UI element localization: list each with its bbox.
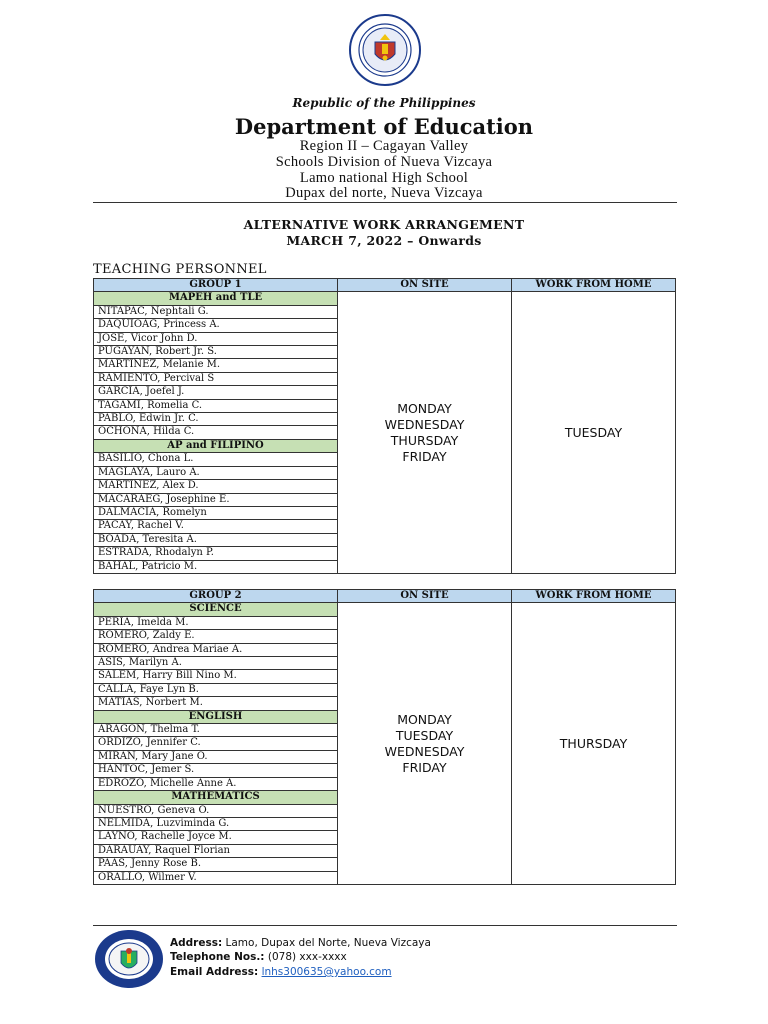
- member-name: PERIA, Imelda M.: [94, 616, 338, 629]
- wfh-column-header: WORK FROM HOME: [512, 279, 676, 292]
- member-name: JOSE, Vicor John D.: [94, 332, 338, 345]
- member-name: NITAPAC, Nephtali G.: [94, 305, 338, 318]
- member-name: DALMACIA, Romelyn: [94, 506, 338, 519]
- telephone-value: (078) xxx-xxxx: [267, 951, 347, 963]
- document-date: MARCH 7, 2022 – Onwards: [286, 233, 482, 248]
- member-name: NELMIDA, Luzviminda G.: [94, 817, 338, 830]
- subgroup-name: MAPEH and TLE: [94, 292, 338, 305]
- subgroup-name: AP and FILIPINO: [94, 439, 338, 452]
- onsite-day: MONDAY: [397, 711, 452, 727]
- wfh-column-header: WORK FROM HOME: [512, 590, 676, 603]
- group2-onsite-days: [338, 603, 512, 885]
- member-name: CALLA, Faye Lyn B.: [94, 683, 338, 696]
- onsite-day: MONDAY: [397, 400, 452, 416]
- member-name: PUGAYAN, Robert Jr. S.: [94, 346, 338, 359]
- onsite-day: FRIDAY: [402, 759, 447, 775]
- member-name: BOADA, Teresita A.: [94, 533, 338, 546]
- subgroup-name: ENGLISH: [94, 710, 338, 723]
- member-name: ROMERO, Andrea Mariae A.: [94, 643, 338, 656]
- member-name: MIRAN, Mary Jane O.: [94, 750, 338, 763]
- footer-divider: [93, 925, 677, 926]
- document-title: ALTERNATIVE WORK ARRANGEMENT: [243, 217, 525, 232]
- location-line: Dupax del norte, Nueva Vizcaya: [285, 185, 483, 201]
- member-name: MAGLAYA, Lauro A.: [94, 466, 338, 479]
- member-name: GARCIA, Joefel J.: [94, 386, 338, 399]
- subgroup-row: [94, 292, 676, 305]
- onsite-column-header: ON SITE: [338, 590, 512, 603]
- deped-seal-logo: [349, 14, 421, 86]
- group1-name: GROUP 1: [94, 279, 338, 292]
- member-name: ROMERO, Zaldy E.: [94, 630, 338, 643]
- email-link[interactable]: lnhs300635@yahoo.com: [261, 966, 392, 978]
- member-name: MACARAEG, Josephine E.: [94, 493, 338, 506]
- member-name: EDROZO, Michelle Anne A.: [94, 777, 338, 790]
- member-name: ORDIZO, Jennifer C.: [94, 737, 338, 750]
- onsite-day: WEDNESDAY: [384, 743, 465, 759]
- member-name: SALEM, Harry Bill Nino M.: [94, 670, 338, 683]
- member-name: BAHAL, Patricio M.: [94, 560, 338, 573]
- group2-wfh-day: THURSDAY: [512, 603, 676, 885]
- group2-name: GROUP 2: [94, 590, 338, 603]
- member-name: NUESTRO, Geneva O.: [94, 804, 338, 817]
- subgroup-name: MATHEMATICS: [94, 791, 338, 804]
- onsite-day: WEDNESDAY: [384, 416, 465, 432]
- member-name: ASIS, Marilyn A.: [94, 657, 338, 670]
- group2-table: [93, 589, 676, 885]
- member-name: HANTOC, Jemer S.: [94, 764, 338, 777]
- telephone-label: Telephone Nos.:: [170, 951, 265, 963]
- footer-telephone: [170, 950, 347, 964]
- school-line: Lamo national High School: [299, 170, 469, 186]
- address-label: Address:: [170, 937, 223, 949]
- member-name: RAMIENTO, Percival S: [94, 372, 338, 385]
- member-name: ARAGON, Thelma T.: [94, 724, 338, 737]
- header-divider: [93, 202, 677, 203]
- division-line: Schools Division of Nueva Vizcaya: [275, 154, 493, 170]
- member-name: PAAS, Jenny Rose B.: [94, 858, 338, 871]
- member-name: MATIAS, Norbert M.: [94, 697, 338, 710]
- onsite-column-header: ON SITE: [338, 279, 512, 292]
- group1-header-row: [94, 279, 676, 292]
- member-name: MARTINEZ, Alex D.: [94, 480, 338, 493]
- member-name: ORALLO, Wilmer V.: [94, 871, 338, 884]
- member-name: ESTRADA, Rhodalyn P.: [94, 547, 338, 560]
- group1-table: [93, 278, 676, 574]
- republic-line: Republic of the Philippines: [292, 96, 476, 110]
- footer-email: [170, 965, 392, 979]
- member-name: DAQUIOAG, Princess A.: [94, 319, 338, 332]
- footer-address: [170, 936, 431, 950]
- member-name: LAYNO, Rachelle Joyce M.: [94, 831, 338, 844]
- member-name: TAGAMI, Romelia C.: [94, 399, 338, 412]
- member-name: BASILIO, Chona L.: [94, 453, 338, 466]
- group1-onsite-days: [338, 292, 512, 574]
- subgroup-name: SCIENCE: [94, 603, 338, 616]
- email-label: Email Address:: [170, 966, 259, 978]
- member-name: DARAUAY, Raquel Florian: [94, 844, 338, 857]
- department-title: Department of Education: [234, 114, 534, 139]
- member-name: OCHONA, Hilda C.: [94, 426, 338, 439]
- section-label: TEACHING PERSONNEL: [93, 262, 267, 277]
- member-name: MARTINEZ, Melanie M.: [94, 359, 338, 372]
- subgroup-row: [94, 603, 676, 616]
- onsite-day: TUESDAY: [395, 727, 454, 743]
- member-name: PACAY, Rachel V.: [94, 520, 338, 533]
- member-name: PABLO, Edwin Jr. C.: [94, 413, 338, 426]
- onsite-day: FRIDAY: [402, 448, 447, 464]
- school-logo: [93, 929, 165, 989]
- address-value: Lamo, Dupax del Norte, Nueva Vizcaya: [225, 937, 431, 949]
- group1-wfh-day: TUESDAY: [512, 292, 676, 574]
- group2-header-row: [94, 590, 676, 603]
- region-line: Region II – Cagayan Valley: [299, 138, 469, 154]
- onsite-day: THURSDAY: [390, 432, 459, 448]
